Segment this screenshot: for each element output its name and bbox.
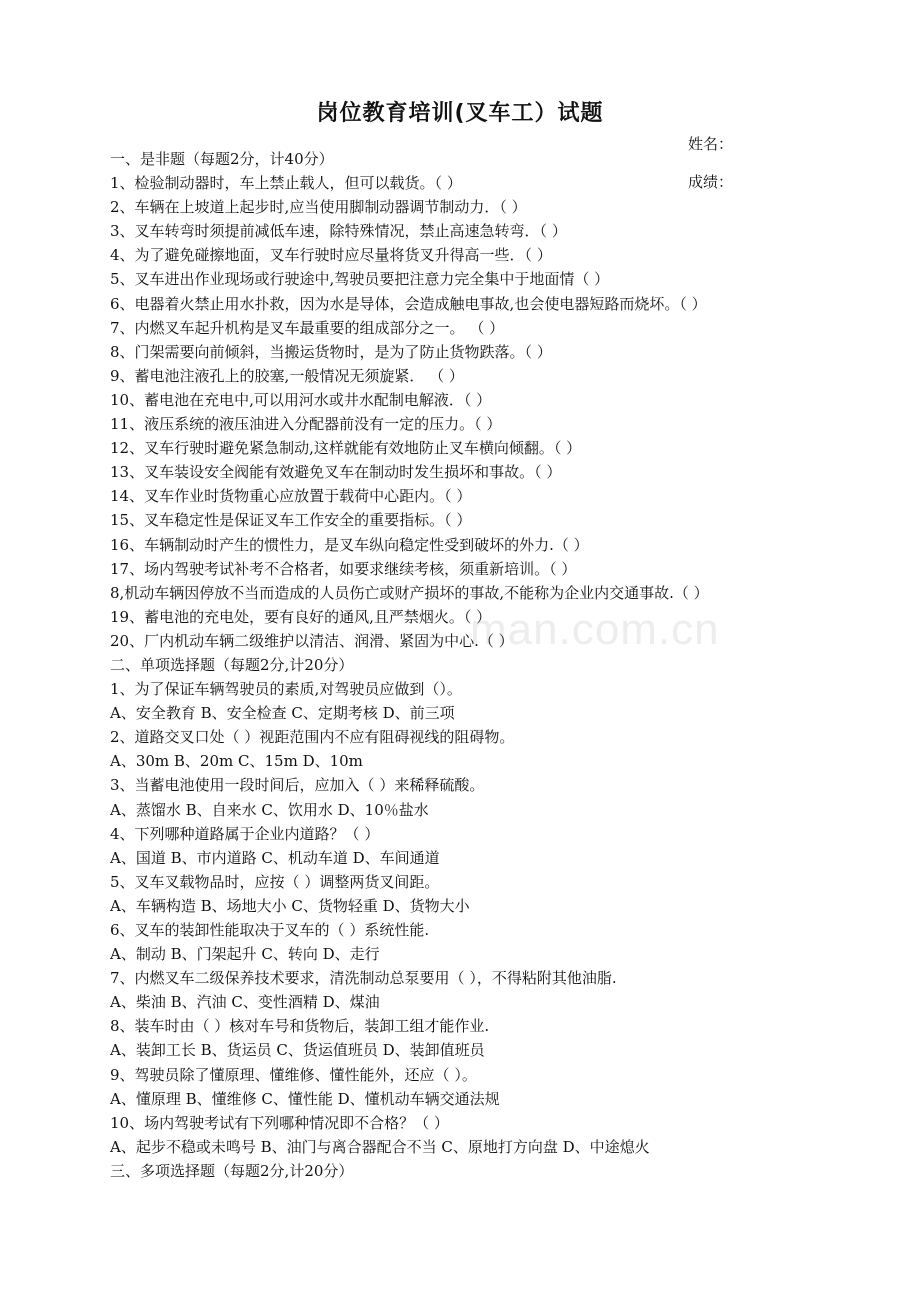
question-line: 8、装车时由（ ）核对车号和货物后，装卸工组才能作业. [110,1017,490,1036]
question-line: 16、车辆制动时产生的惯性力，是叉车纵向稳定性受到破坏的外力.（ ） [110,535,589,554]
question-line: 2、车辆在上坡道上起步时,应当使用脚制动器调节制动力．（ ） [110,198,527,217]
question-line: A、起步不稳或未鸣号 B、油门与离合器配合不当 C、原地打方向盘 D、中途熄火 [110,1137,650,1156]
question-line: 19、蓄电池的充电处，要有良好的通风,且严禁烟火。（ ） [110,607,492,626]
page-title: 岗位教育培训(叉车工）试题 [316,101,604,126]
question-line: 三、多项选择题（每题2分,计20分） [110,1161,354,1180]
question-line: A、柴油 B、汽油 C、变性酒精 D、煤油 [110,993,380,1012]
question-line: 3、当蓄电池使用一段时间后，应加入（ ）来稀释硫酸。 [110,776,485,795]
question-line: 13、叉车装设安全阀能有效避免叉车在制动时发生损坏和事故。（ ） [110,463,562,482]
question-line: 14、叉车作业时货物重心应放置于载荷中心距内。（ ） [110,487,472,506]
question-line: 8、门架需要向前倾斜，当搬运货物时，是为了防止货物跌落。（ ） [110,342,552,361]
question-line: A、30m B、20m C、15m D、10m [110,752,363,771]
question-line: 7、内燃叉车二级保养技术要求，清洗制动总泵要用（ ），不得粘附其他油脂. [110,969,617,988]
question-line: A、懂原理 B、懂维修 C、懂性能 D、懂机动车辆交通法规 [110,1089,500,1108]
question-line: 17、场内驾驶考试补考不合格者，如要求继续考核，须重新培训。（ ） [110,559,577,578]
question-line: A、车辆构造 B、场地大小 C、货物轻重 D、货物大小 [110,896,470,915]
question-line: A、装卸工长 B、货运员 C、货运值班员 D、装卸值班员 [110,1041,485,1060]
question-line: 1、检验制动器时，车上禁止载人，但可以载货。（ ） [110,174,462,193]
question-line: 5、叉车进出作业现场或行驶途中,驾驶员要把注意力完全集中于地面情（ ） [110,270,610,289]
question-line: A、制动 B、门架起升 C、转向 D、走行 [110,945,380,964]
question-line: A、蒸馏水 B、自来水 C、饮用水 D、10％盐水 [110,800,429,819]
name-label: 姓名： [688,135,734,153]
question-line: 2、道路交叉口处（ ）视距范围内不应有阻碍视线的阻碍物。 [110,728,515,747]
question-line: A、安全教育 B、安全检查 C、定期考核 D、前三项 [110,704,455,723]
watermark: man.com.cn [470,605,720,654]
question-line: 4、下列哪种道路属于企业内道路？（ ） [110,824,380,843]
question-line: 6、叉车的装卸性能取决于叉车的（ ）系统性能. [110,921,430,939]
question-line: 1、为了保证车辆驾驶员的素质,对驾驶员应做到（）。 [110,680,462,699]
question-line: 9、驾驶员除了懂原理、懂维修、懂性能外，还应（ ）。 [110,1065,477,1084]
question-line: 12、叉车行驶时避免紧急制动,这样就能有效地防止叉车横向倾翻。（ ） [110,439,582,458]
question-line: 一、是非题（每题2分，计40分） [110,150,334,168]
question-line: 11、液压系统的液压油进入分配器前没有一定的压力。（ ） [110,415,502,434]
question-line: 二、单项选择题（每题2分,计20分） [110,655,354,674]
question-line: 6、电器着火禁止用水扑救，因为水是导体，会造成触电事故,也会使电器短路而烧坏。（ ） [110,294,707,313]
question-line: 10、场内驾驶考试有下列哪种情况即不合格？（ ） [110,1113,449,1132]
question-line: 10、蓄电池在充电中,可以用河水或井水配制电解液．（ ） [110,390,492,409]
question-line: 4、为了避免碰擦地面，叉车行驶时应尽量将货叉升得高一些．（ ） [110,246,552,265]
question-line: 8,机动车辆因停放不当而造成的人员伤亡或财产损坏的事故,不能称为企业内交通事故.（ ） [110,583,709,602]
score-label: 成绩： [688,173,734,191]
question-list [110,147,910,1183]
question-line: 3、叉车转弯时须提前减低车速，除特殊情况，禁止高速急转弯．（ ） [110,222,567,241]
question-line: 9、蓄电池注液孔上的胶塞,一般情况无须旋紧． （ ） [110,366,464,385]
question-line: 20、厂内机动车辆二级维护以清洁、润滑、紧固为中心.（ ） [110,631,514,650]
question-line: A、国道 B、市内道路 C、机动车道 D、车间通道 [110,848,440,867]
question-line: 5、叉车叉载物品时，应按（ ）调整两货叉间距。 [110,872,440,891]
question-line: 7、内燃叉车起升机构是叉车最重要的组成部分之一。 （ ） [110,318,505,337]
question-line: 15、叉车稳定性是保证叉车工作安全的重要指标。（ ） [110,511,472,530]
